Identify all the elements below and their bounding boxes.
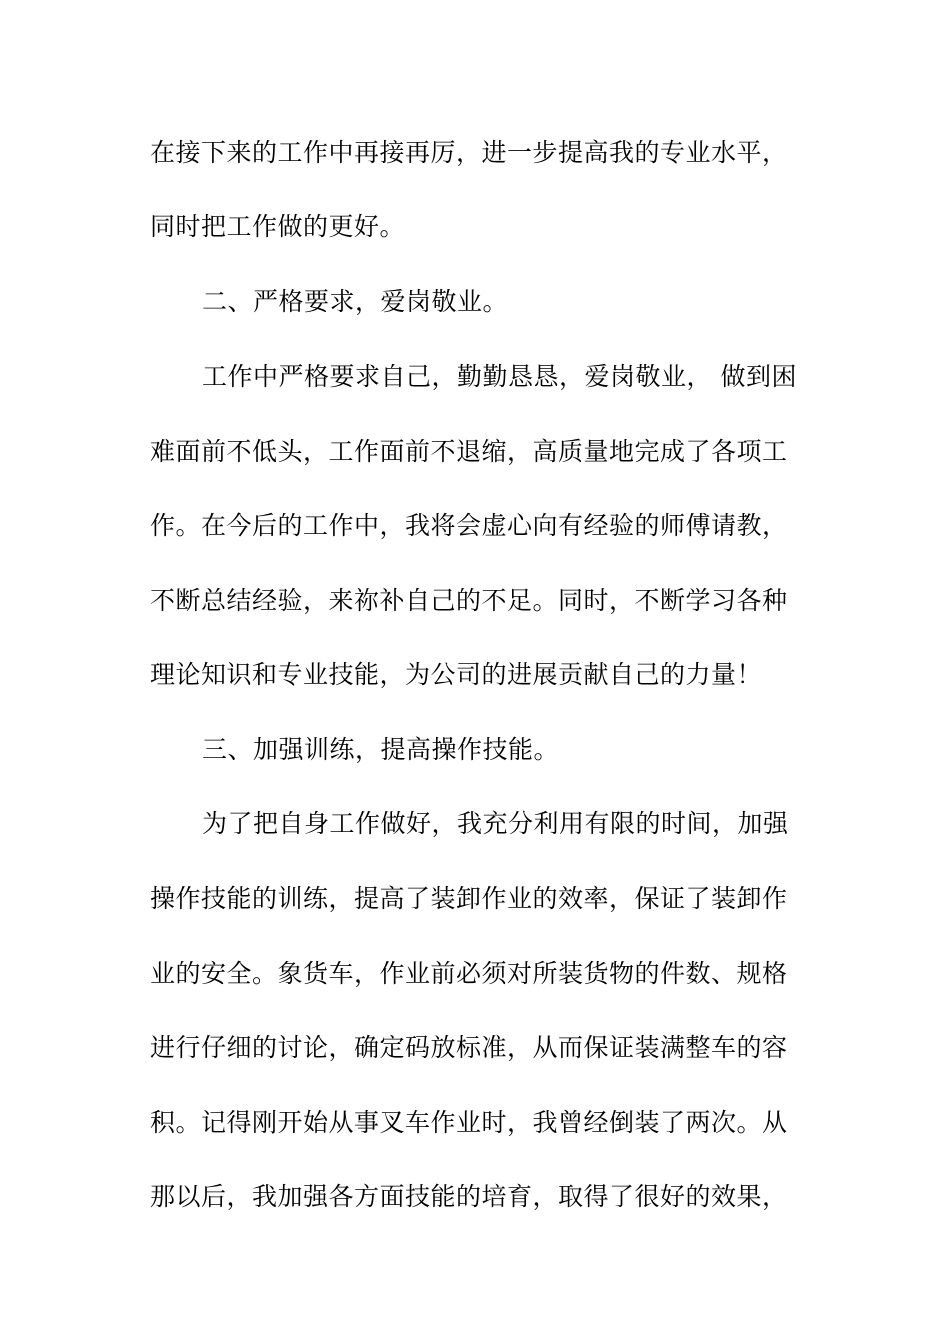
- text-line: 那以后，我加强各方面技能的培育，取得了很好的效果，: [150, 1182, 788, 1211]
- text-line: 在接下来的工作中再接再厉，进一步提高我的专业水平，: [150, 138, 788, 167]
- text-line: 理论知识和专业技能，为公司的进展贡献自己的力量！: [150, 660, 763, 689]
- text-line: 积。记得刚开始从事叉车作业时，我曾经倒装了两次。从: [150, 1108, 788, 1137]
- section-heading: 二、严格要求，爱岗敬业。: [202, 287, 509, 316]
- text-line: 操作技能的训练，提高了装卸作业的效率，保证了装卸作: [150, 884, 788, 913]
- text-line: 作。在今后的工作中，我将会虚心向有经验的师傅请教，: [150, 511, 788, 540]
- text-line: 同时把工作做的更好。: [150, 212, 406, 241]
- text-line: 为了把自身工作做好，我充分利用有限的时间，加强: [202, 809, 789, 838]
- text-line: 业的安全。象货车，作业前必须对所装货物的件数、规格: [150, 959, 788, 988]
- text-line: 难面前不低头，工作面前不退缩，高质量地完成了各项工: [150, 437, 788, 466]
- text-line: 不断总结经验，来祢补自己的不足。同时，不断学习各种: [150, 586, 788, 615]
- section-heading: 三、加强训练，提高操作技能。: [202, 735, 560, 764]
- text-line: 工作中严格要求自己，勤勤恳恳，爱岗敬业， 做到困: [202, 362, 797, 391]
- text-line: 进行仔细的讨论，确定码放标准，从而保证装满整车的容: [150, 1033, 788, 1062]
